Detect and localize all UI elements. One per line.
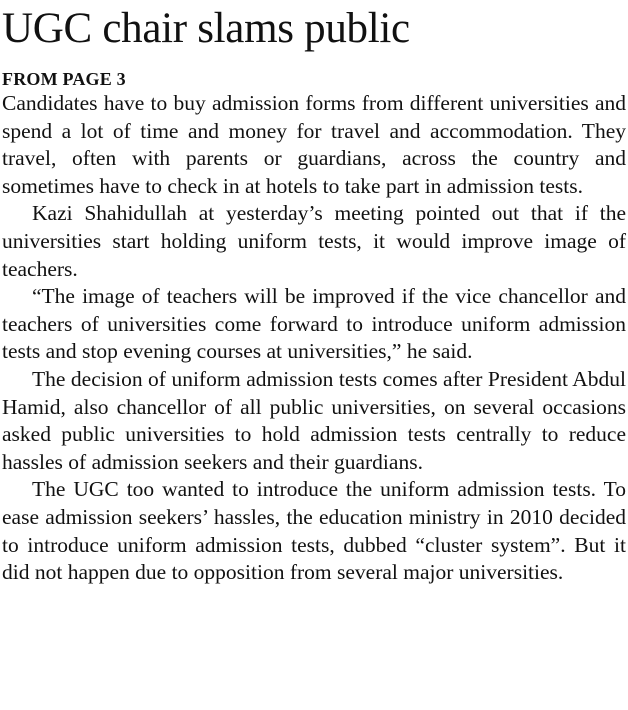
jump-line: FROM PAGE 3 — [2, 69, 126, 89]
body-paragraph-3: “The image of teachers will be improved if the vice chancellor and teachers of universities come forward to introduce uniform admission tests and stop evening courses at universities,” he said. — [2, 284, 626, 364]
body-paragraph-5: The UGC too wanted to introduce the uniform admission tests. To ease admission seekers’ hassles, the education ministry in 2010 decided to introduce uniform admission tests, dubbed “cluster system”. But it did not happen due to opposition from several major universities. — [2, 477, 626, 585]
body-paragraph-4: The decision of uniform admission tests comes after President Abdul Hamid, also chancellor of all public universities, on several occasions asked public universities to hold admission tests centrally to reduce hassles of admission seekers and their guardians. — [2, 366, 626, 474]
body-paragraph-1: Candidates have to buy admission forms from different universities and spend a lot of time and money for travel and accommodation. They travel, often with parents or guardians, across the country and sometimes have to check in at hotels to take part in admission tests. — [2, 91, 626, 198]
body-paragraph-2: Kazi Shahidullah at yesterday’s meeting pointed out that if the universities start holding uniform tests, it would improve image of teachers. — [2, 201, 626, 281]
headline: UGC chair slams public — [2, 5, 410, 52]
news-article — [2, 4, 626, 587]
